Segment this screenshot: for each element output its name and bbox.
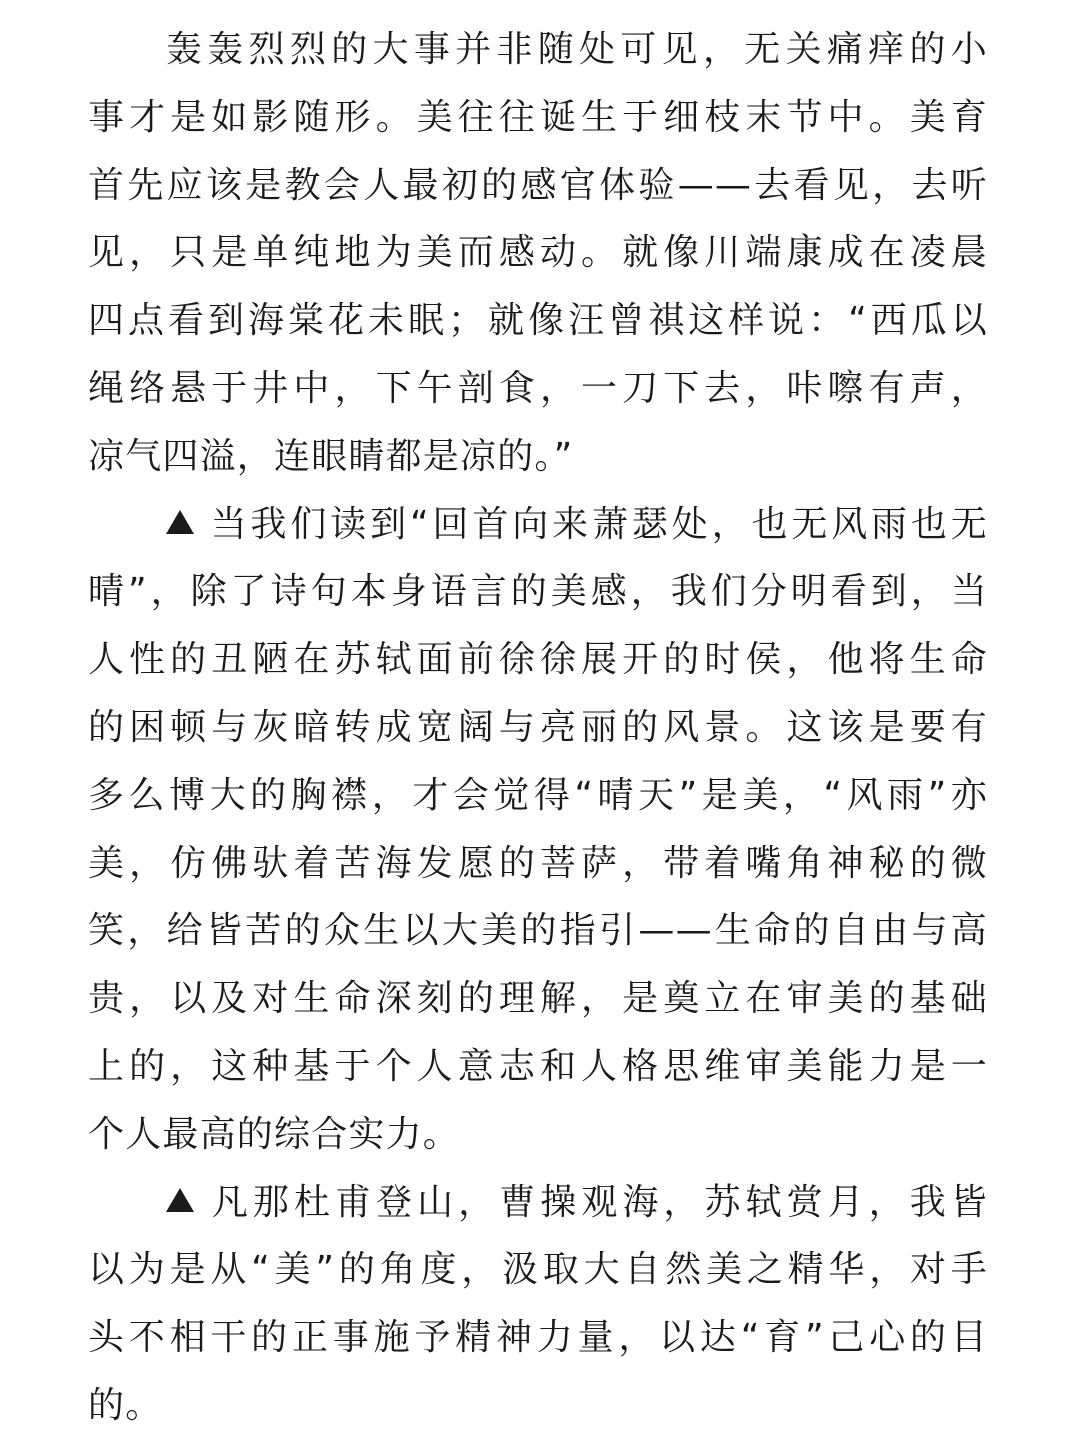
text-line: 多么博大的胸襟，才会觉得“晴天”是美，“风雨”亦 <box>88 774 988 816</box>
text-line: 晴”，除了诗句本身语言的美感，我们分明看到，当 <box>88 571 988 613</box>
text-line: 个人最高的综合实力。 <box>88 1113 461 1155</box>
text-line: 四点看到海棠花未眠；就像汪曾祺这样说：“西瓜以 <box>88 300 988 342</box>
text-line: 头不相干的正事施予精神力量，以达“育”己心的目 <box>88 1317 988 1359</box>
paragraph-2 <box>88 491 988 1169</box>
text-line: 的。 <box>88 1384 163 1426</box>
paragraph-1 <box>88 16 988 491</box>
text-line: 绳络悬于井中，下午剖食，一刀下去，咔嚓有声， <box>88 367 988 409</box>
text-line: 轰轰烈烈的大事并非随处可见，无关痛痒的小 <box>166 29 988 70</box>
article-body <box>88 16 988 1440</box>
text-line: 首先应该是教会人最初的感官体验——去看见，去听 <box>88 164 988 206</box>
text-line-with-marker <box>88 491 988 559</box>
text-line: 上的，这种基于个人意志和人格思维审美能力是一 <box>88 1045 988 1087</box>
text-line: 事才是如影随形。美往往诞生于细枝末节中。美育 <box>88 96 988 138</box>
triangle-bullet-icon <box>166 1188 194 1212</box>
text-line: 的困顿与灰暗转成宽阔与亮丽的风景。这该是要有 <box>88 706 988 748</box>
text-line: 人性的丑陋在苏轼面前徐徐展开的时侯，他将生命 <box>88 639 988 681</box>
triangle-bullet-icon <box>166 510 194 534</box>
text-line: 当我们读到“回首向来萧瑟处，也无风雨也无 <box>208 503 988 545</box>
text-line: 凡那杜甫登山，曹操观海，苏轼赏月，我皆 <box>208 1181 988 1223</box>
text-line: 见，只是单纯地为美而感动。就像川端康成在凌晨 <box>88 232 988 274</box>
text-line: 贵，以及对生命深刻的理解，是奠立在审美的基础 <box>88 978 988 1020</box>
text-line: 凉气四溢，连眼睛都是凉的。” <box>88 435 574 477</box>
paragraph-3 <box>88 1169 988 1440</box>
text-line: 以为是从“美”的角度，汲取大自然美之精华，对手 <box>88 1249 988 1291</box>
text-line: 笑，给皆苦的众生以大美的指引——生命的自由与高 <box>88 910 988 952</box>
text-line-with-marker <box>88 1169 988 1237</box>
text-line: 美，仿佛驮着苦海发愿的菩萨，带着嘴角神秘的微 <box>88 842 988 884</box>
